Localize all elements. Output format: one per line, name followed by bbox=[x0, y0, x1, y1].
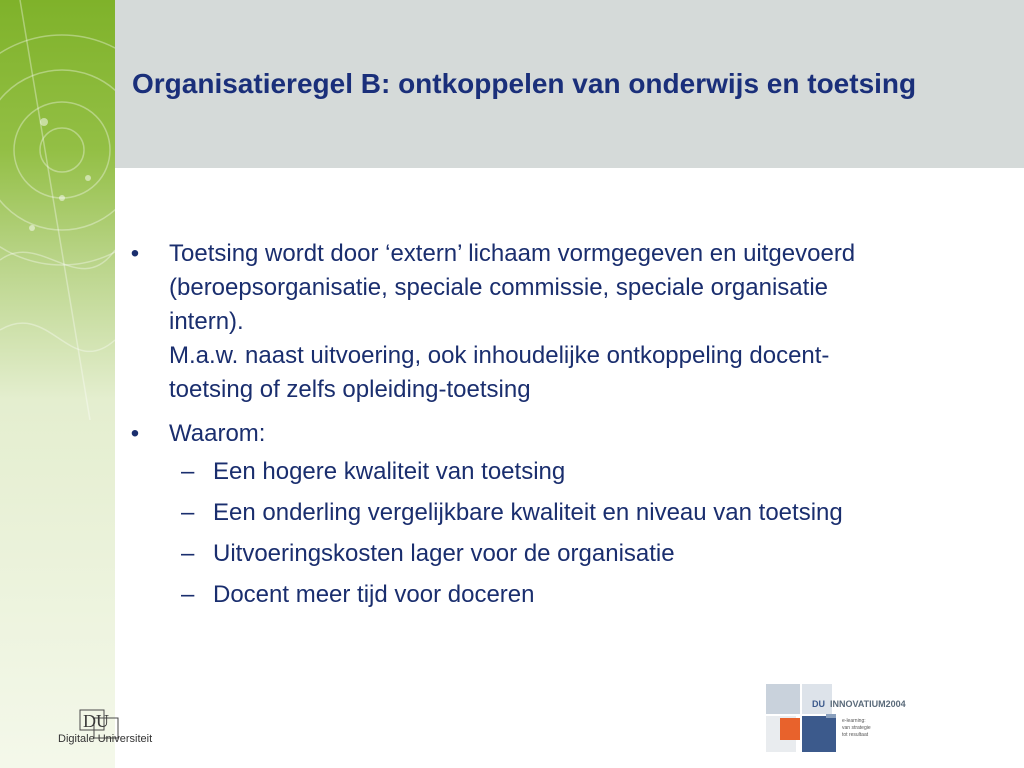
digitale-universiteit-logo bbox=[58, 708, 168, 758]
dash-marker: – bbox=[181, 581, 195, 608]
innovatium-logo-icon bbox=[766, 680, 956, 756]
bullet-list bbox=[125, 237, 885, 612]
decorative-swirl-pattern bbox=[0, 0, 115, 768]
bullet-text-continuation: M.a.w. naast uitvoering, ook inhoudelijke ontkoppeling docent-toetsing of zelfs opleiding-toetsing bbox=[169, 342, 830, 403]
innovatium-tagline-2: van strategie bbox=[842, 725, 871, 731]
sub-bullet-item bbox=[169, 537, 885, 571]
innovatium-du-mark: DU bbox=[812, 699, 825, 709]
du-logo-name: Digitale Universiteit bbox=[58, 733, 153, 745]
dash-marker: – bbox=[181, 499, 195, 526]
decorative-left-strip bbox=[0, 0, 115, 768]
sub-bullet-text: Docent meer tijd voor doceren bbox=[213, 581, 535, 608]
innovatium-name: INNOVATIUM2004 bbox=[830, 699, 906, 709]
bullet-marker: • bbox=[130, 240, 140, 267]
slide-title: Organisatieregel B: ontkoppelen van onderwijs en toetsing bbox=[132, 68, 917, 99]
sub-bullet-item bbox=[169, 496, 885, 530]
slide-content bbox=[125, 237, 885, 622]
sub-bullet-list bbox=[169, 455, 885, 612]
dash-marker: – bbox=[181, 540, 195, 567]
du-logo-icon bbox=[58, 708, 168, 758]
bullet-text: Toetsing wordt door ‘extern’ lichaam vormgegeven en uitgevoerd (beroepsorganisatie, speciale commissie, speciale organisatie intern). bbox=[169, 240, 856, 335]
sub-bullet-text: Een hogere kwaliteit van toetsing bbox=[213, 458, 566, 485]
sub-bullet-text: Een onderling vergelijkbare kwaliteit en niveau van toetsing bbox=[213, 499, 843, 526]
bullet-item bbox=[125, 237, 885, 407]
bullet-marker: • bbox=[130, 420, 140, 447]
sub-bullet-item bbox=[169, 578, 885, 612]
sub-bullet-text: Uitvoeringskosten lager voor de organisatie bbox=[213, 540, 675, 567]
bullet-item bbox=[125, 417, 885, 612]
innovatium-tagline-3: tot resultaat bbox=[842, 732, 869, 738]
innovatium-tagline-1: e-learning: bbox=[842, 718, 866, 724]
du-logo-mark: DU bbox=[83, 711, 109, 731]
dash-marker: – bbox=[181, 458, 195, 485]
bullet-text: Waarom: bbox=[169, 420, 266, 447]
sub-bullet-item bbox=[169, 455, 885, 489]
innovatium-logo bbox=[766, 680, 956, 756]
